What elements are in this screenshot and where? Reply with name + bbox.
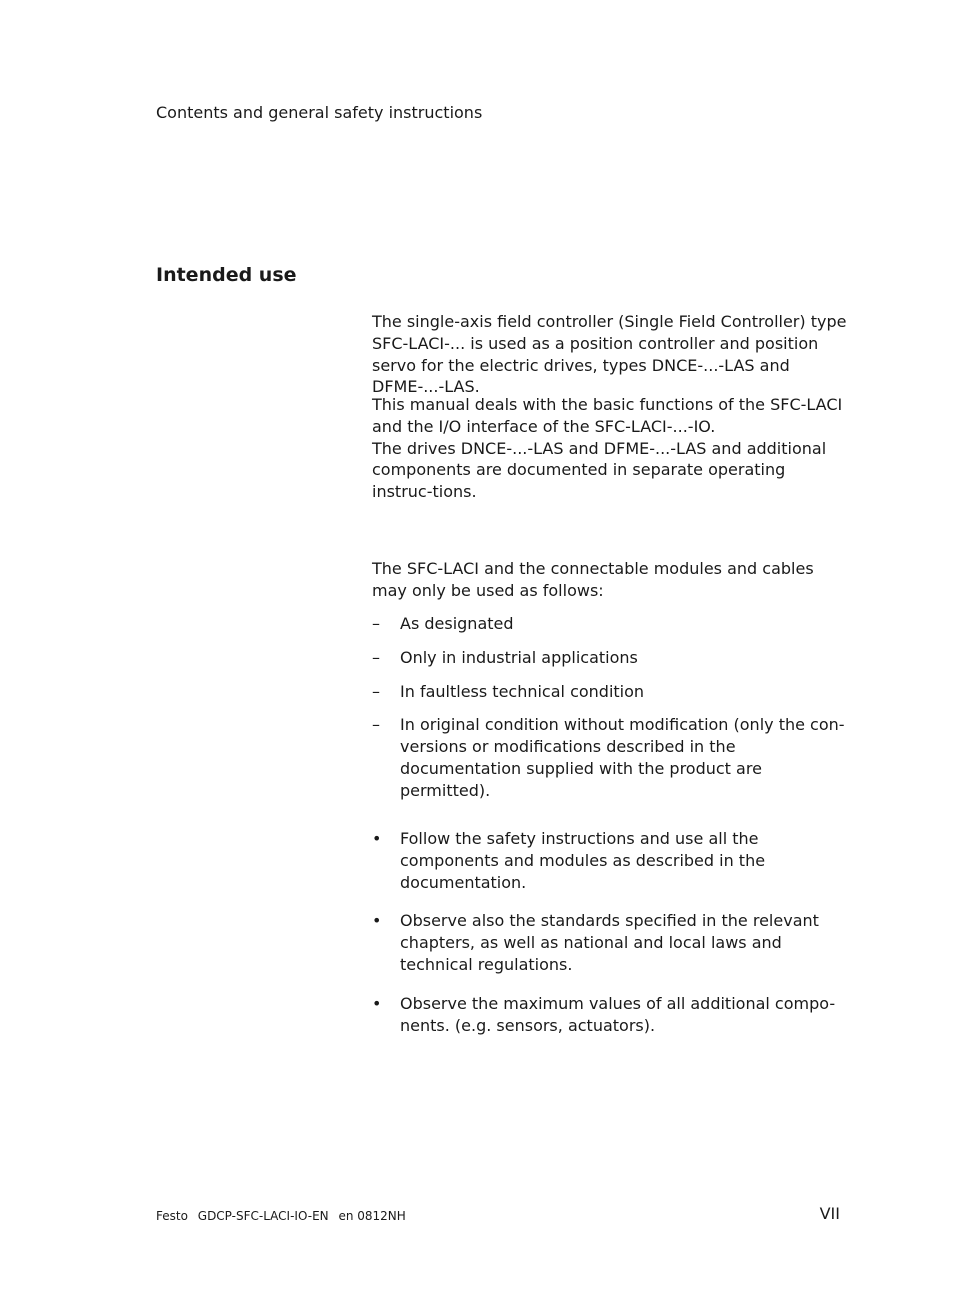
bullet-marker: • [372,911,382,931]
paragraph-intended-use: The single-axis field controller (Single Field Controller) type SFC-LACI-... is used as a position controller and position servo for the electric drives, types DNCE-...-LAS and DFME-...-LAS. [372,312,847,397]
paragraph-usage-conditions [372,558,847,602]
list-item [372,613,847,635]
paragraph-manual-basics: This manual deals with the basic functions of the SFC-LACI and the I/O interface of the SFC-LACI-...-IO. [372,395,843,436]
dash-marker: – [372,614,380,633]
list-item [372,647,847,669]
list-item [372,828,847,893]
paragraph-drives-docs: The drives DNCE-...-LAS and DFME-...-LAS and additional components are documented in separate operating instruc-tions. [372,438,827,502]
dash-marker: – [372,715,380,735]
paragraph-usage-lead: The SFC-LACI and the connectable modules and cables may only be used as follows: [372,559,814,600]
page-number: VII [819,1204,840,1223]
list-item-text: In faultless technical condition [400,681,645,701]
bullet-list [372,828,847,1036]
bullet-marker: • [372,829,382,848]
dash-marker: – [372,647,380,667]
list-item [372,910,847,975]
dash-list [372,613,847,802]
list-item-text: Only in industrial applications [400,647,638,667]
list-item-text: Observe also the standards specified in the relevant chapters, as well as national and local laws and technical regulations. [400,911,819,974]
paragraph-intro [372,311,847,398]
dash-marker: – [372,681,380,701]
list-item-text: In original condition without modification (only the con-versions or modifications described in the documentation supplied with the product are permitted). [400,715,845,800]
list-item [372,681,847,703]
running-header: Contents and general safety instructions [156,103,483,122]
bullet-marker: • [372,993,382,1013]
section-title: Intended use [156,264,297,286]
list-item [372,714,847,801]
footer-edition: en 0812NH [338,1209,406,1223]
list-item-text: Observe the maximum values of all additional compo-nents. (e.g. sensors, actuators). [400,993,836,1035]
footer-brand: Festo [156,1209,188,1223]
paragraph-manual-scope [372,394,847,503]
footer [156,1208,412,1224]
list-item-text: As designated [400,614,514,633]
list-item [372,993,847,1037]
footer-doc-code: GDCP-SFC-LACI-IO-EN [197,1209,329,1223]
list-item-text: Follow the safety instructions and use all the components and modules as described in the documentation. [400,829,766,892]
